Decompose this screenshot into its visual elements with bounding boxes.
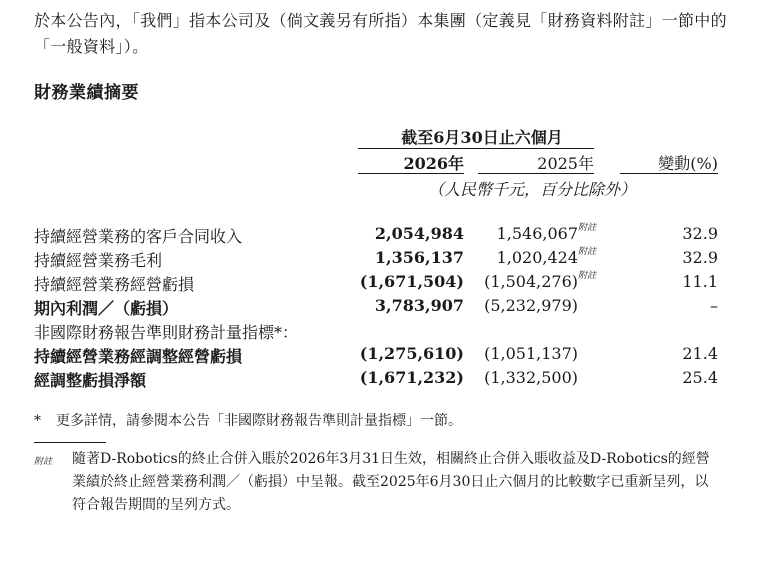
row-label: 持續經營業務的客戶合同收入: [34, 227, 243, 246]
table-row: [0, 320, 766, 344]
value-2025: (1,504,276): [484, 272, 578, 291]
row-label: 持續經營業務毛利: [34, 251, 163, 270]
column-rule-2026: [358, 173, 464, 174]
table-row: [0, 296, 766, 320]
value-2025: (5,232,979): [484, 296, 578, 315]
value-change: 32.9: [682, 224, 718, 243]
row-label: 非國際財務報告準則財務計量指標*：: [34, 323, 299, 342]
row-label: 持續經營業務經調整經營虧損: [34, 347, 243, 366]
row-label: 期內利潤／（虧損）: [34, 299, 179, 318]
table-row: [0, 272, 766, 296]
footnote-divider: [34, 442, 106, 443]
value-2026: (1,275,610): [359, 344, 464, 363]
footnote-mark: *: [34, 413, 41, 429]
period-header-rule: [358, 148, 594, 149]
unit-note: （人民幣千元，百分比除外）: [427, 180, 636, 199]
value-2026: (1,671,504): [359, 272, 464, 291]
table-row: [0, 224, 766, 248]
section-title: 財務業績摘要: [34, 83, 139, 103]
value-change: 25.4: [682, 368, 718, 387]
column-header-2026: 2026年: [403, 154, 464, 173]
table-row: [0, 368, 766, 392]
value-2025: 1,546,067: [496, 224, 578, 243]
footnote-non-ifrs: [34, 410, 462, 430]
value-change: 32.9: [682, 248, 718, 267]
note-text: 隨著D-Robotics的終止合併入賬於2026年3月31日生效，相關終止合併入賬收益及D-Robotics的經營業績於終止經營業務利潤／（虧損）中呈報。截至2025年6月30日止六個月的比較數字已重新呈列，以符合報告期間的呈列方式。: [72, 451, 710, 513]
note-superscript: 附註: [578, 271, 597, 281]
value-change: 21.4: [682, 344, 718, 363]
column-header-change: 變動(%): [658, 154, 718, 173]
footnote-text: 更多詳情，請參閱本公告「非國際財務報告準則計量指標」一節。: [56, 413, 462, 429]
value-2026: 2,054,984: [374, 224, 464, 243]
note-label: 附註: [34, 457, 53, 467]
value-2026: 1,356,137: [374, 248, 464, 267]
value-change: –: [710, 296, 718, 315]
value-2025: 1,020,424: [496, 248, 578, 267]
period-header: 截至6月30日止六個月: [401, 128, 563, 147]
value-2025: (1,051,137): [484, 344, 578, 363]
intro-paragraph: 於本公告內，「我們」指本公司及（倘文義另有所指）本集團（定義見「財務資料附註」一節中的「一般資料」）。: [34, 11, 727, 56]
row-label: 經調整虧損淨額: [34, 371, 147, 390]
column-header-2025: 2025年: [537, 154, 594, 173]
value-2026: 3,783,907: [374, 296, 464, 315]
row-label: 持續經營業務經營虧損: [34, 275, 195, 294]
column-rule-2025: [478, 173, 594, 174]
note-superscript: 附註: [578, 223, 597, 233]
value-2026: (1,671,232): [359, 368, 464, 387]
table-row: [0, 248, 766, 272]
column-rule-change: [620, 173, 718, 174]
value-change: 11.1: [682, 272, 718, 291]
table-row: [0, 344, 766, 368]
note-superscript: 附註: [578, 247, 597, 257]
value-2025: (1,332,500): [484, 368, 578, 387]
